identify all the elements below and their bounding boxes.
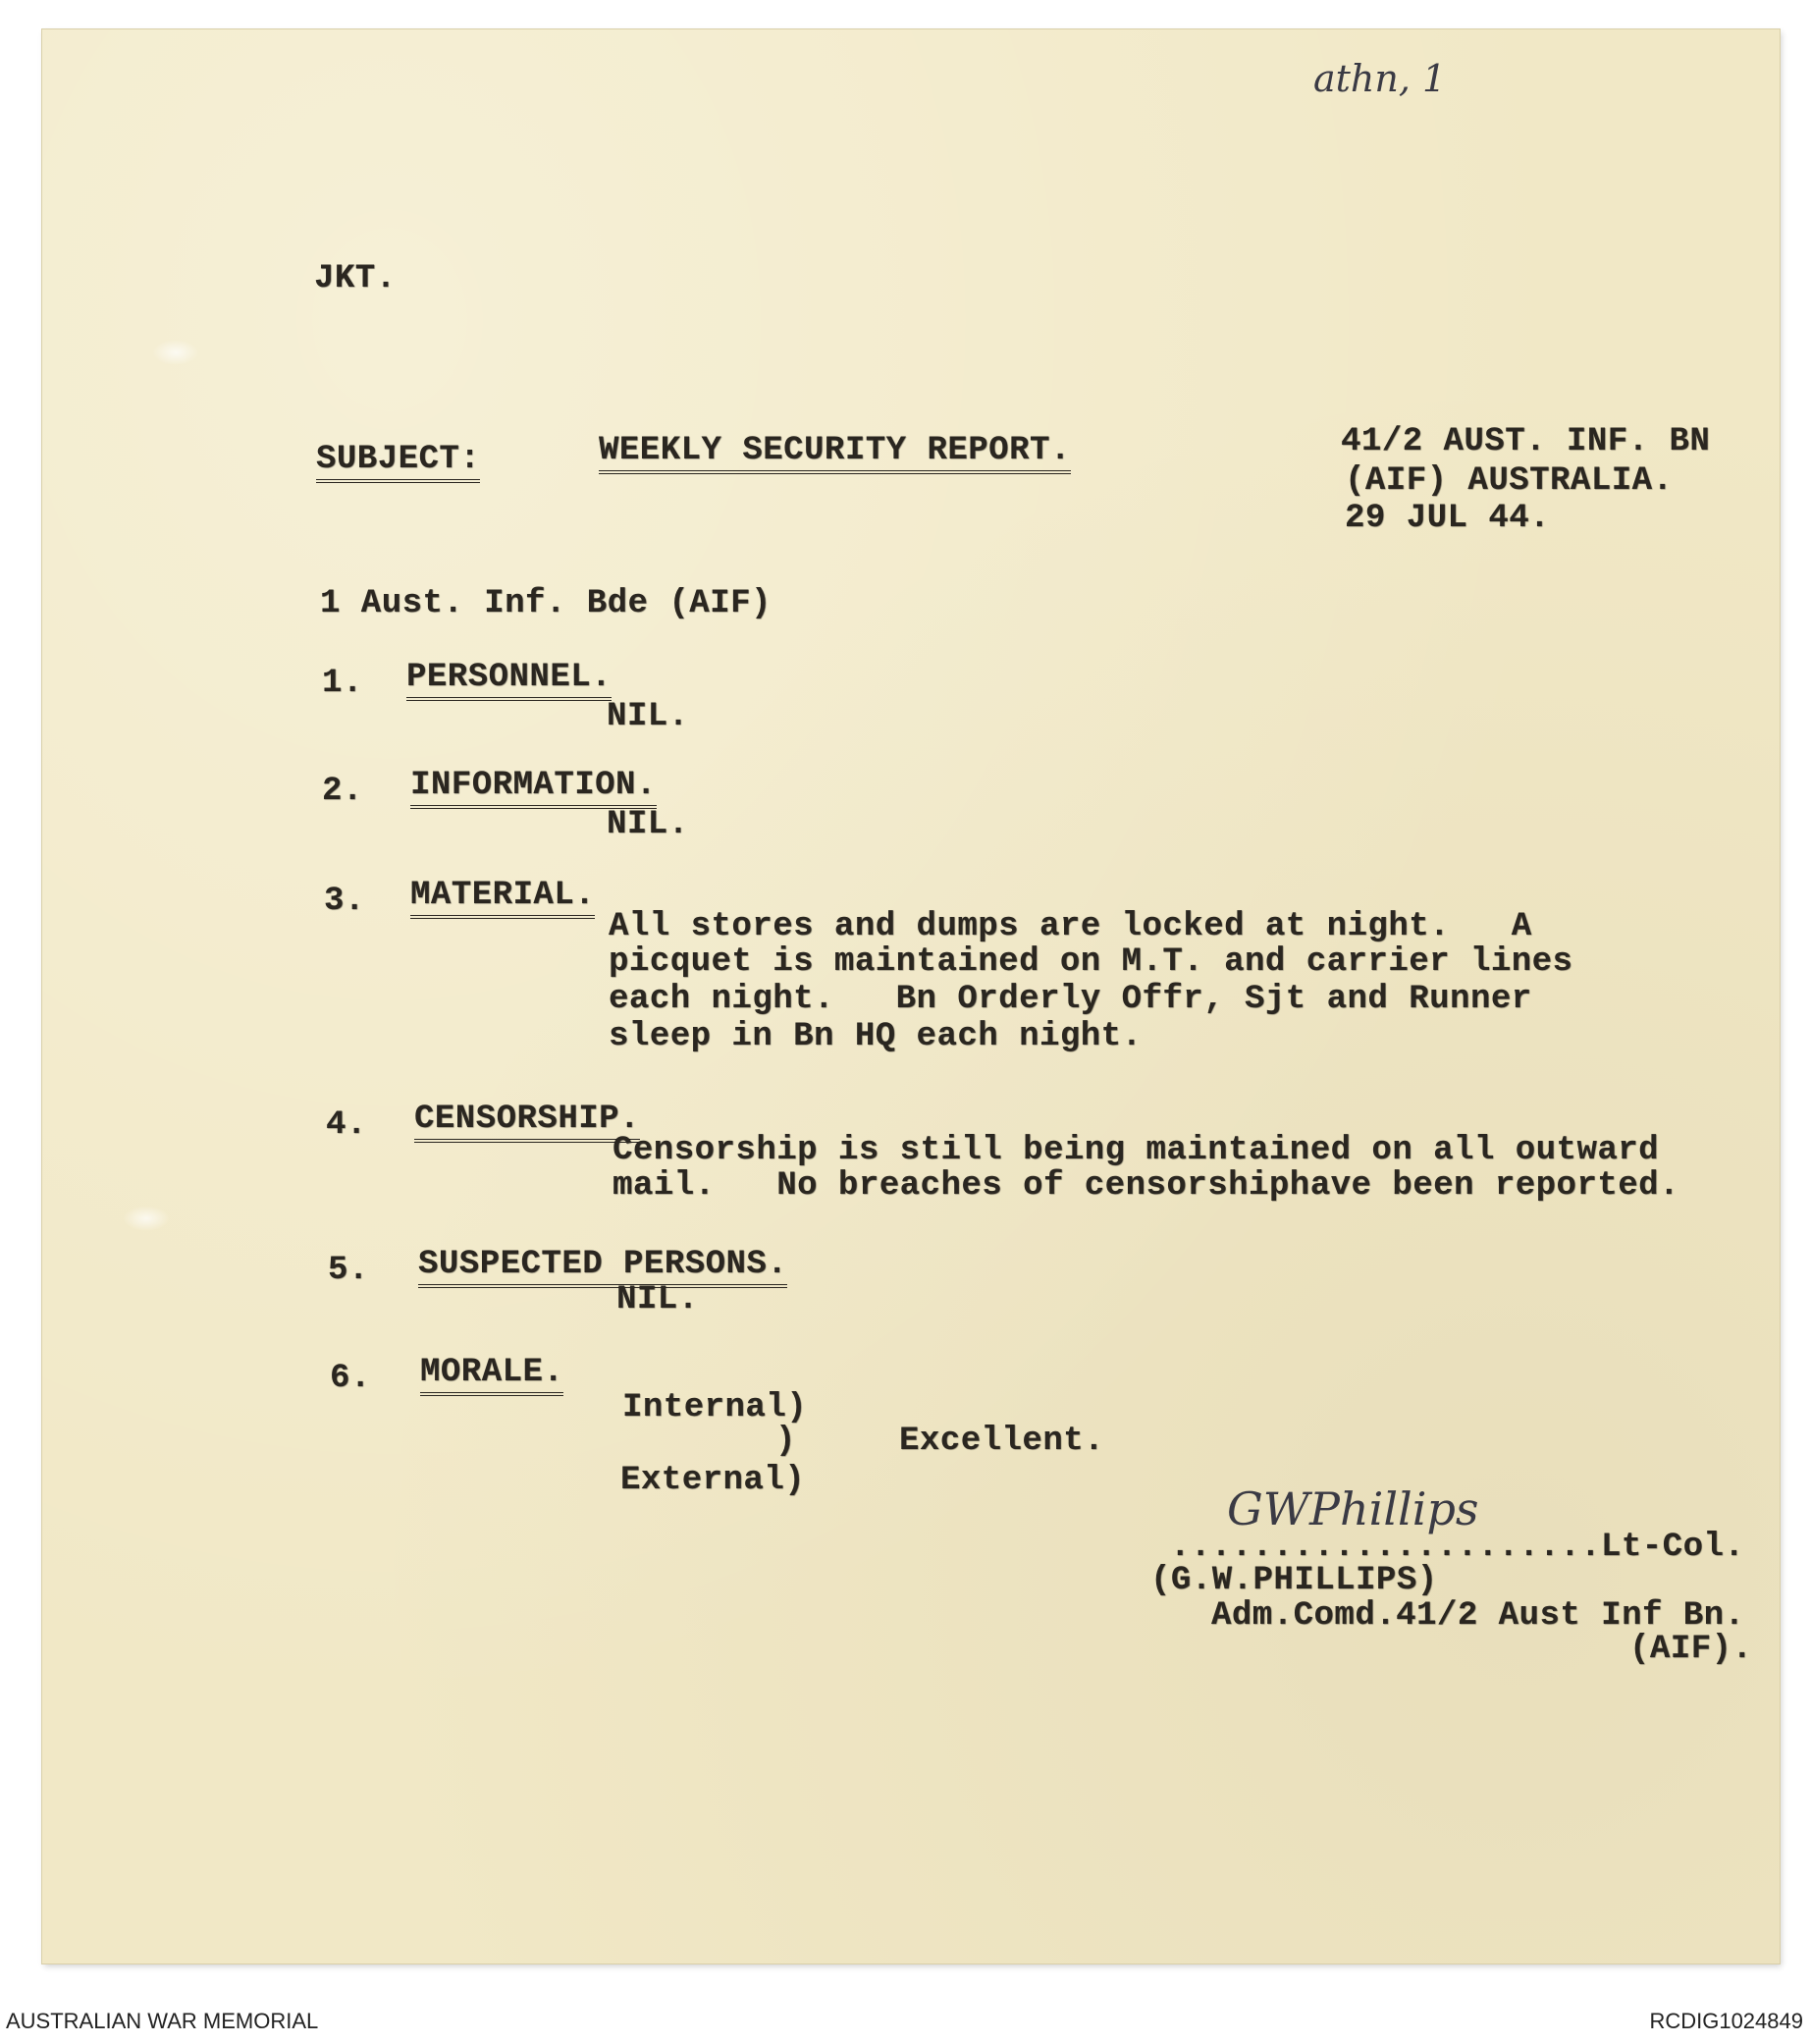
item-heading-material: MATERIAL.: [410, 878, 595, 919]
subject-label: SUBJECT:: [316, 442, 480, 483]
signatory-aif: (AIF).: [1629, 1631, 1753, 1668]
item-number: 5.: [328, 1252, 369, 1289]
item-heading-suspected-persons: SUSPECTED PERSONS.: [418, 1247, 787, 1288]
morale-external: External): [620, 1462, 806, 1499]
addressee: 1 Aust. Inf. Bde (AIF): [320, 585, 772, 622]
handwritten-signature: GWPhillips: [1227, 1482, 1479, 1535]
reference-code: JKT.: [314, 260, 397, 297]
item-body-line: each night. Bn Orderly Offr, Sjt and Runner: [609, 981, 1532, 1018]
signatory-name: (G.W.PHILLIPS): [1150, 1562, 1438, 1599]
morale-bracket: ): [775, 1423, 796, 1460]
item-heading-personnel: PERSONNEL.: [406, 660, 612, 701]
item-heading-morale: MORALE.: [420, 1355, 563, 1396]
unit-line-1: 41/2 AUST. INF. BN: [1341, 423, 1711, 460]
item-body-line: mail. No breaches of censorshiphave been reported.: [613, 1167, 1679, 1205]
item-body: NIL.: [616, 1281, 699, 1318]
item-body-line: Censorship is still being maintained on all outward: [613, 1132, 1660, 1169]
subject-title: WEEKLY SECURITY REPORT.: [599, 433, 1071, 474]
paper-blemish: [123, 1206, 170, 1231]
signature-dots-rank: .....................Lt-Col.: [1170, 1529, 1745, 1566]
report-date: 29 JUL 44.: [1345, 500, 1551, 537]
footer-image-id: RCDIG1024849: [1649, 2009, 1803, 2033]
handwritten-reference: athn, 1: [1313, 57, 1447, 100]
footer-institution: AUSTRALIAN WAR MEMORIAL: [6, 2009, 319, 2033]
item-number: 2.: [322, 773, 363, 810]
paper-blemish: [152, 340, 199, 365]
item-heading-censorship: CENSORSHIP.: [414, 1102, 640, 1143]
item-body: NIL.: [607, 698, 689, 735]
item-body-line: All stores and dumps are locked at night. A: [609, 908, 1532, 945]
signatory-position: Adm.Comd.41/2 Aust Inf Bn.: [1211, 1597, 1745, 1635]
item-body-line: picquet is maintained on M.T. and carrier lines: [609, 943, 1573, 981]
morale-rating: Excellent.: [899, 1423, 1105, 1460]
unit-line-2: (AIF) AUSTRALIA.: [1345, 462, 1674, 500]
item-number: 4.: [326, 1106, 367, 1144]
item-body-line: sleep in Bn HQ each night.: [609, 1018, 1143, 1055]
item-body: NIL.: [607, 806, 689, 843]
item-heading-information: INFORMATION.: [410, 768, 657, 809]
item-number: 3.: [324, 883, 365, 920]
item-number: 6.: [330, 1360, 371, 1397]
morale-internal: Internal): [622, 1389, 808, 1426]
item-number: 1.: [322, 665, 363, 702]
